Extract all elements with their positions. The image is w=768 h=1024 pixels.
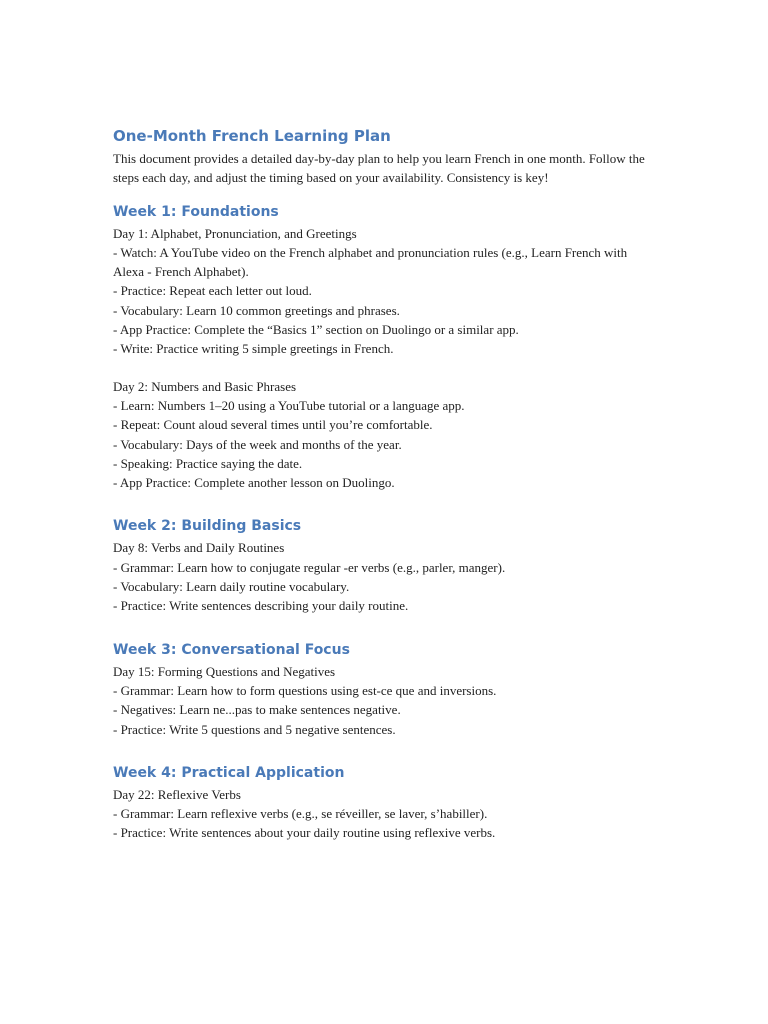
list-item: - Practice: Write 5 questions and 5 negative sentences. — [113, 721, 396, 737]
list-item: - Grammar: Learn how to conjugate regular -er verbs (e.g., parler, manger). — [113, 559, 506, 575]
intro-paragraph: This document provides a detailed day-by-day plan to help you learn French in one month. Follow the steps each day, and adjust the timing based on your availability. Consistency is key! — [113, 151, 645, 186]
list-item: - Grammar: Learn how to form questions using est-ce que and inversions. — [113, 682, 497, 698]
list-item: - Negatives: Learn ne...pas to make sentences negative. — [113, 702, 401, 718]
list-item: - Write: Practice writing 5 simple greetings in French. — [113, 341, 394, 357]
day-title: Day 22: Reflexive Verbs — [113, 786, 241, 802]
list-item: - Speaking: Practice saying the date. — [113, 455, 303, 471]
week-section-1 — [113, 203, 653, 493]
day-title: Day 8: Verbs and Daily Routines — [113, 540, 285, 556]
list-item: - Vocabulary: Learn 10 common greetings and phrases. — [113, 302, 400, 318]
day-title: Day 2: Numbers and Basic Phrases — [113, 378, 297, 394]
list-item: - Watch: A YouTube video on the French alphabet and pronunciation rules (e.g., Learn French with Alexa - French Alphabet). — [113, 244, 628, 280]
day-block — [113, 538, 653, 615]
list-item: - Practice: Write sentences describing your daily routine. — [113, 598, 409, 614]
document-body — [113, 126, 653, 843]
list-item: - Grammar: Learn reflexive verbs (e.g., se réveiller, se laver, s’habiller). — [113, 806, 488, 822]
list-item: - App Practice: Complete another lesson on Duolingo. — [113, 475, 395, 491]
week-heading: Week 1: Foundations — [113, 203, 279, 220]
list-item: - Practice: Write sentences about your daily routine using reflexive verbs. — [113, 825, 496, 841]
document-title: One-Month French Learning Plan — [113, 127, 391, 145]
list-item: - Vocabulary: Days of the week and months of the year. — [113, 436, 402, 452]
week-heading: Week 3: Conversational Focus — [113, 641, 350, 658]
day-block — [113, 662, 653, 739]
day-block — [113, 377, 653, 493]
list-item: - App Practice: Complete the “Basics 1” section on Duolingo or a similar app. — [113, 322, 519, 338]
week-heading: Week 4: Practical Application — [113, 764, 345, 781]
list-item: - Learn: Numbers 1–20 using a YouTube tutorial or a language app. — [113, 397, 465, 413]
list-item: - Repeat: Count aloud several times until you’re comfortable. — [113, 417, 433, 433]
week-section-2 — [113, 517, 653, 615]
day-block — [113, 224, 653, 359]
week-section-3 — [113, 641, 653, 739]
day-title: Day 15: Forming Questions and Negatives — [113, 663, 336, 679]
week-section-4 — [113, 764, 653, 843]
list-item: - Practice: Repeat each letter out loud. — [113, 283, 312, 299]
list-item: - Vocabulary: Learn daily routine vocabulary. — [113, 579, 350, 595]
week-heading: Week 2: Building Basics — [113, 518, 302, 535]
day-block — [113, 785, 653, 843]
day-title: Day 1: Alphabet, Pronunciation, and Greetings — [113, 225, 357, 241]
